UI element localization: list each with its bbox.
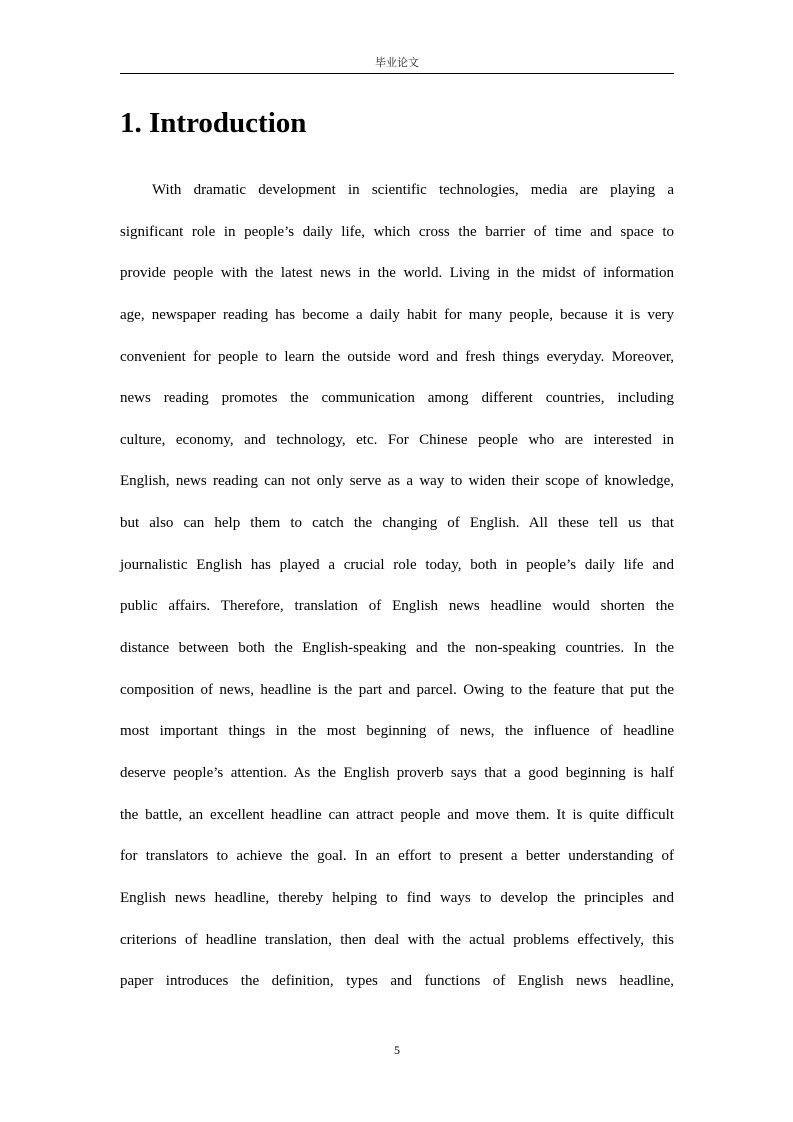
paragraph-line: deserve people’s attention. As the English proverb says that a good beginning is half [120, 764, 674, 781]
paragraph-line: provide people with the latest news in the world. Living in the midst of information [120, 265, 674, 282]
paragraph-line: convenient for people to learn the outside word and fresh things everyday. Moreover, [120, 348, 674, 365]
paragraph-line: journalistic English has played a crucial role today, both in people’s daily life and [120, 556, 674, 573]
paragraph-line: age, newspaper reading has become a daily habit for many people, because it is very [120, 306, 674, 323]
header-divider [120, 73, 674, 74]
page-number: 5 [394, 1043, 400, 1057]
paragraph-line: English news headline, thereby helping to find ways to develop the principles and [120, 889, 674, 906]
paragraph-line: culture, economy, and technology, etc. For Chinese people who are interested in [120, 431, 674, 448]
paragraph-line: criterions of headline translation, then deal with the actual problems effectively, this [120, 931, 674, 948]
paragraph-line: for translators to achieve the goal. In an effort to present a better understanding of [120, 848, 674, 865]
section-heading: 1. Introduction [120, 107, 307, 139]
paragraph-line: public affairs. Therefore, translation of English news headline would shorten the [120, 598, 674, 615]
paragraph-line: the battle, an excellent headline can attract people and move them. It is quite difficult [120, 806, 674, 823]
paragraph-line: paper introduces the definition, types and functions of English news headline, [120, 973, 674, 990]
paragraph-line: composition of news, headline is the part and parcel. Owing to the feature that put the [120, 681, 674, 698]
paragraph-line: With dramatic development in scientific technologies, media are playing a [152, 182, 674, 198]
paragraph-line: but also can help them to catch the changing of English. All these tell us that [120, 515, 674, 532]
paragraph-line: English, news reading can not only serve as a way to widen their scope of knowledge, [120, 473, 674, 490]
body-paragraph [120, 170, 674, 1003]
paragraph-line: significant role in people’s daily life, which cross the barrier of time and space to [120, 223, 674, 240]
paragraph-line: distance between both the English-speaking and the non-speaking countries. In the [120, 640, 674, 657]
paragraph-line: most important things in the most beginning of news, the influence of headline [120, 723, 674, 740]
running-header: 毕业论文 [375, 56, 419, 69]
paragraph-line: news reading promotes the communication among different countries, including [120, 390, 674, 407]
